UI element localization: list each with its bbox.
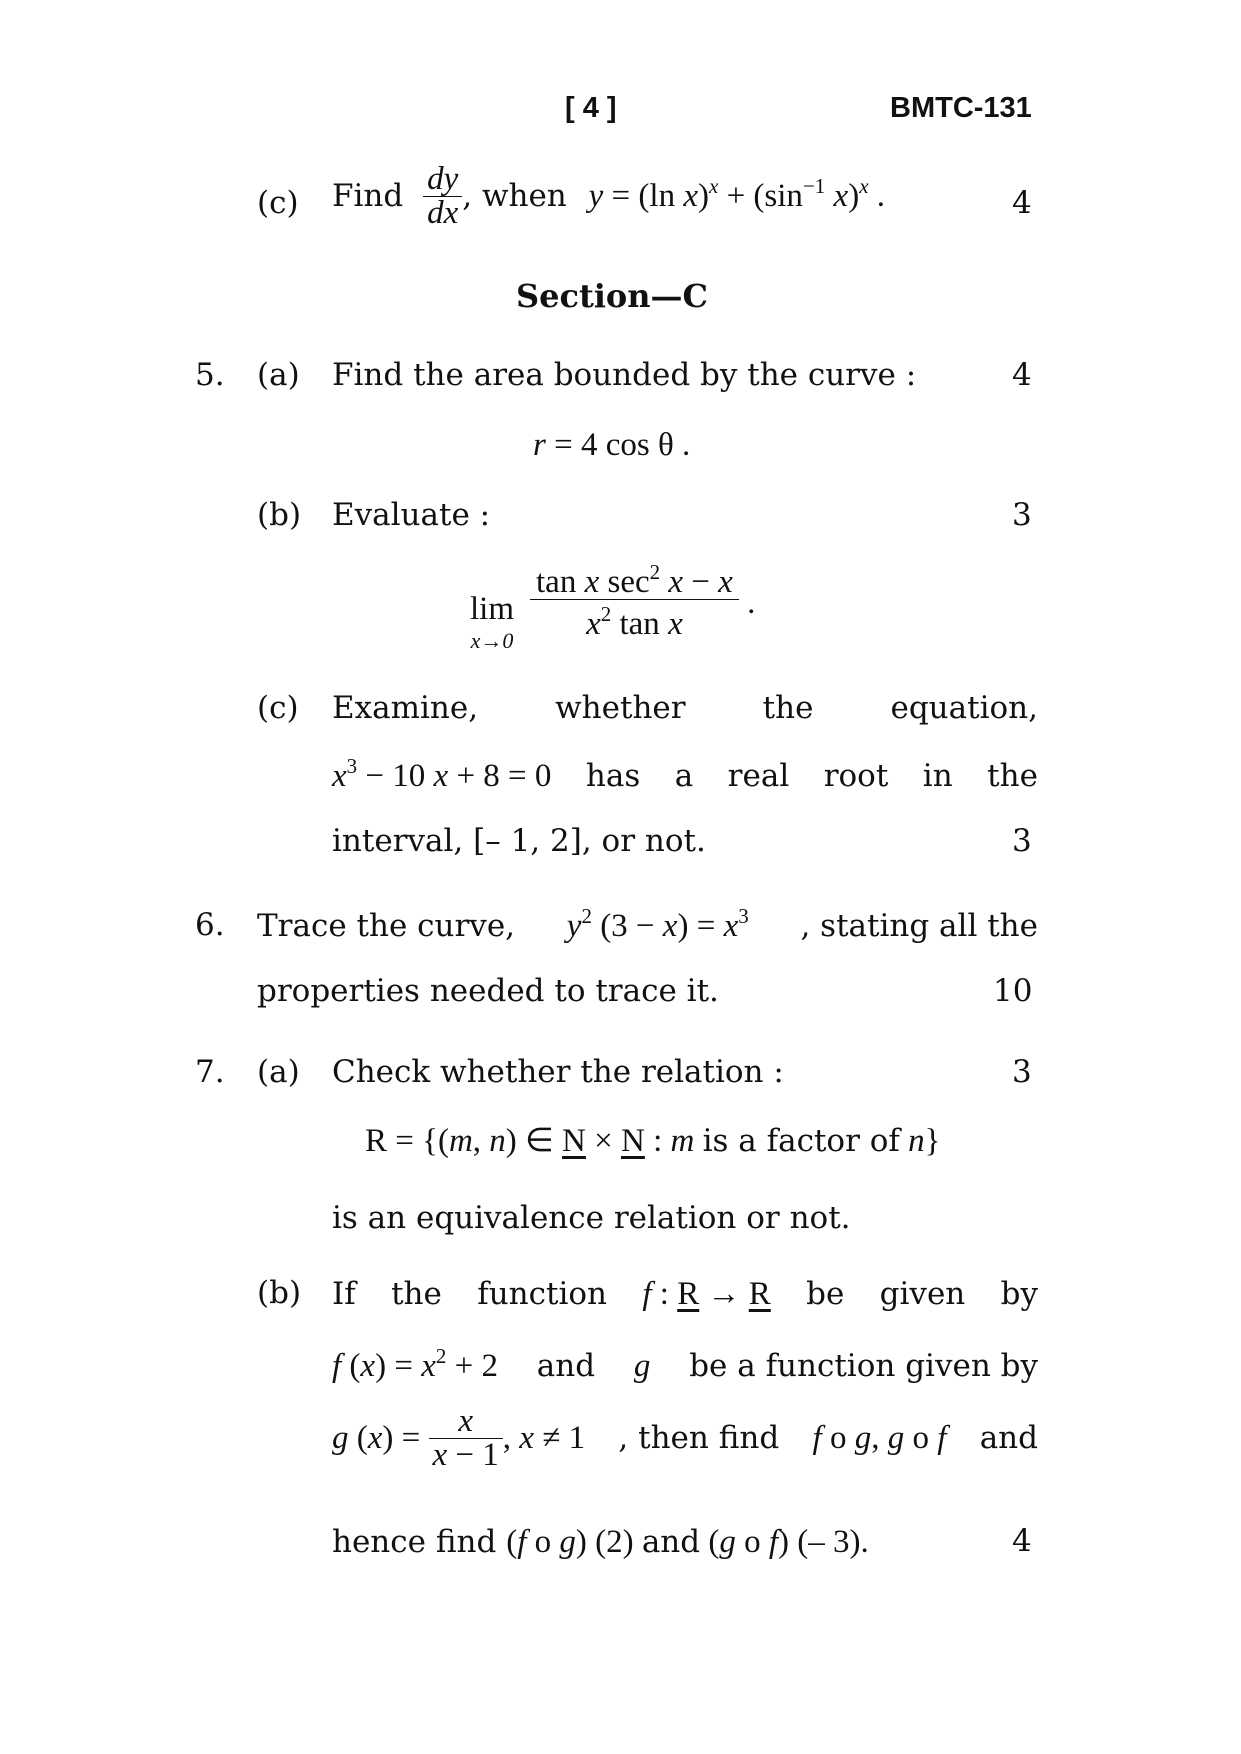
q5a-equation: r = 4 cos θ . <box>533 427 691 463</box>
q4c-when: , when <box>462 178 567 214</box>
cubic-equation: $x^3 - 10$ x + 8 = 0 <box>332 754 552 794</box>
q7b-label: (b) <box>257 1275 302 1311</box>
line2-end: be a function given by <box>689 1348 1038 1384</box>
word: real <box>727 758 790 794</box>
q4c-find: Find <box>332 178 404 214</box>
word: the <box>987 758 1038 794</box>
q5b-label: (b) <box>257 497 302 533</box>
hence-find: hence find <box>332 1524 497 1560</box>
limit-fraction: $\frac{\tan x \sec^2 x - x}{x^2 \tan x}$ . <box>530 566 755 641</box>
word: If <box>332 1276 356 1312</box>
q7b-line1 <box>332 1278 1038 1311</box>
f-definition: f $(x) = x^2 + 2$ <box>332 1344 498 1384</box>
lim-word: lim <box>470 591 515 627</box>
q6-marks: 10 <box>993 973 1033 1009</box>
dy: dy <box>427 161 459 197</box>
g-definition: g ( x ) = $\frac{x}{x - 1}$ , x ≠ 1 <box>332 1403 586 1473</box>
word: and <box>536 1348 596 1384</box>
section-title: Section—C <box>516 277 708 315</box>
evaluation: (f o g) (2) and (g o f) (– 3). <box>506 1524 869 1560</box>
page-number: [ 4 ] <box>565 92 617 124</box>
word: equation, <box>890 690 1038 726</box>
course-code: BMTC-131 <box>890 92 1032 124</box>
word: given <box>879 1276 966 1312</box>
word: be <box>806 1276 845 1312</box>
q5a-label: (a) <box>257 357 300 393</box>
q7a-label: (a) <box>257 1054 300 1090</box>
compositions: f o g, g o f <box>812 1420 947 1456</box>
word: root <box>823 758 889 794</box>
and-word: and <box>979 1420 1038 1456</box>
dy-dx-fraction <box>423 163 462 230</box>
word: in <box>922 758 953 794</box>
q5c-label: (c) <box>257 690 299 726</box>
q6-line1 <box>257 904 1038 944</box>
lim-sub: x→0 <box>470 628 514 653</box>
word: function <box>477 1276 608 1312</box>
q5c-line2 <box>332 754 1038 794</box>
word: by <box>1000 1276 1038 1312</box>
q7b-marks: 4 <box>1012 1523 1032 1559</box>
q5-number: 5. <box>195 357 225 393</box>
word: the <box>391 1276 442 1312</box>
word: Examine, <box>332 690 479 726</box>
word: a <box>674 758 694 794</box>
word: has <box>585 758 641 794</box>
q5a-text: Find the area bounded by the curve : <box>332 357 917 393</box>
q6-equation: $y^2$ $(3 - x) = x^3$ <box>566 904 749 944</box>
q7a-text: Check whether the relation : <box>332 1054 784 1090</box>
q7a-marks: 3 <box>1012 1054 1032 1090</box>
q7a-line3: is an equivalence relation or not. <box>332 1200 851 1236</box>
q5c-line1 <box>332 690 1038 726</box>
q7b-line4 <box>332 1526 869 1559</box>
q6-rest: , stating all the <box>800 908 1038 944</box>
q5c-marks: 3 <box>1012 823 1032 859</box>
limit-block <box>470 593 514 652</box>
q4c-equation: y = (ln $x)^x + (\sin^{-1}$ x)$^x$ . <box>588 174 886 214</box>
function-map: f : R → R <box>642 1276 771 1312</box>
q4c-line <box>332 163 885 230</box>
dx: dx <box>427 195 459 231</box>
q5c-line3: interval, [– 1, 2], or not. <box>332 823 706 859</box>
q4c-marks: 4 <box>1012 185 1032 221</box>
q6-number: 6. <box>195 907 225 943</box>
q6-trace: Trace the curve, <box>257 908 516 944</box>
q6-line2: properties needed to trace it. <box>257 973 719 1009</box>
q7-number: 7. <box>195 1054 225 1090</box>
q7b-line2 <box>332 1344 1038 1384</box>
g-symbol: g <box>633 1348 651 1384</box>
q5b-text: Evaluate : <box>332 497 491 533</box>
q4c-label: (c) <box>257 185 299 221</box>
q5b-marks: 3 <box>1012 497 1032 533</box>
q7b-line3 <box>332 1405 1038 1472</box>
then-find: , then find <box>618 1420 780 1456</box>
q5a-marks: 4 <box>1012 357 1032 393</box>
relation-set: R = {(m, n) ∈ N × N : m is a factor of n} <box>365 1123 941 1159</box>
word: whether <box>555 690 686 726</box>
word: the <box>762 690 814 726</box>
